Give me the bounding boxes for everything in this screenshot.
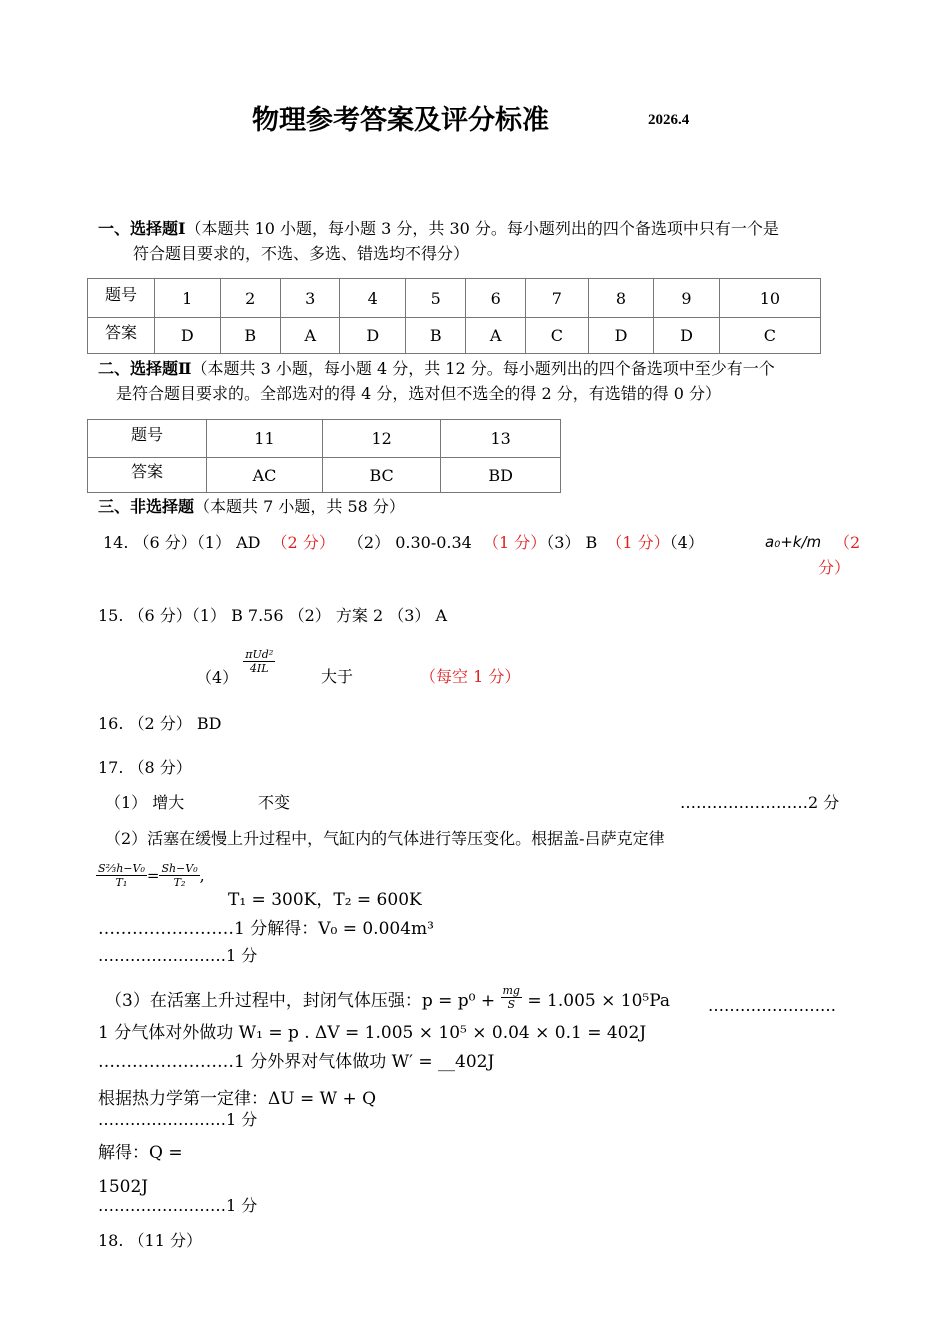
q-cell: 10 xyxy=(719,279,820,318)
q-cell: 12 xyxy=(322,420,440,458)
equals-sign: = xyxy=(146,866,160,885)
page-title: 物理参考答案及评分标准 xyxy=(252,105,549,136)
section1-desc1: （本题共 10 小题，每小题 3 分，共 30 分。每小题列出的四个备选项中只有一个是 xyxy=(185,219,779,238)
q17-part1-b: 不变 xyxy=(258,793,291,812)
q17-equation xyxy=(96,862,205,889)
q-cell: 5 xyxy=(405,279,465,318)
section2-desc1: （本题共 3 小题，每小题 4 分，共 12 分。每小题列出的四个备选项中至少有一个 xyxy=(191,359,775,378)
a-cell: A xyxy=(466,318,526,354)
q17-temperatures: T₁ = 300K，T₂ = 600K xyxy=(228,890,422,910)
section3-heading xyxy=(98,494,405,519)
section1-heading xyxy=(98,216,779,241)
a-cell: BC xyxy=(322,458,440,493)
q17-l5-frac-num: mg xyxy=(502,984,520,997)
section2-desc2: 是符合题目要求的。全部选对的得 4 分，选对但不选全的得 2 分，有选错的得 0 分） xyxy=(116,384,722,403)
q-cell: 7 xyxy=(525,279,588,318)
q-cell: 3 xyxy=(280,279,340,318)
q14-score4b: 分） xyxy=(818,558,851,577)
table-row-answers xyxy=(88,318,821,354)
table-row-answers xyxy=(88,458,561,493)
q16-line: 16. （2 分） BD xyxy=(98,714,222,733)
q15-frac-den: 4IL xyxy=(249,662,269,675)
section1-desc2: 符合题目要求的，不选、多选、错选均不得分） xyxy=(133,244,470,263)
q17-frac1-num: S⅔h−V₀ xyxy=(98,862,145,875)
q17-line7: ……………………1 分外界对气体做功 W′ = __402J xyxy=(98,1052,495,1072)
a-cell: D xyxy=(588,318,654,354)
q14-score4a: （2 xyxy=(834,533,861,552)
q17-frac1 xyxy=(96,862,147,889)
q-cell: 9 xyxy=(654,279,720,318)
row-label-answer: 答案 xyxy=(88,458,207,493)
q14-lead: 14. （6 分）（1） AD xyxy=(103,533,261,552)
q14-part4: （4） xyxy=(669,533,704,552)
section1-answer-table xyxy=(87,278,821,354)
q17-line10: 解得：Q = xyxy=(98,1143,183,1163)
a-cell: D xyxy=(654,318,720,354)
q-cell: 13 xyxy=(441,420,561,458)
q17-line3: ……………………1 分解得：V₀ = 0.004m³ xyxy=(98,919,434,939)
q15-part4: （4） xyxy=(196,668,239,687)
q17-part3-line xyxy=(105,980,670,1009)
q17-part1-a: （1） 增大 xyxy=(105,793,185,812)
a-cell: B xyxy=(220,318,280,354)
q-cell: 8 xyxy=(588,279,654,318)
q-cell: 11 xyxy=(207,420,323,458)
q14-score3: （1 分） xyxy=(606,533,670,552)
a-cell: BD xyxy=(441,458,561,493)
q17-l5a: （3）在活塞上升过程中，封闭气体压强：p = p⁰ + xyxy=(105,991,501,1011)
a-cell: C xyxy=(719,318,820,354)
q14-part3: （3） B xyxy=(546,533,598,552)
q17-line8: 根据热力学第一定律：ΔU = W + Q xyxy=(98,1089,377,1109)
q17-line12: ……………………1 分 xyxy=(98,1196,258,1215)
section2-title: 二、选择题Ⅱ xyxy=(98,359,192,378)
q15-score: （每空 1 分） xyxy=(420,667,521,686)
a-cell: B xyxy=(405,318,465,354)
section2-heading xyxy=(98,356,775,381)
comma: , xyxy=(199,866,205,885)
q17-line4: ……………………1 分 xyxy=(98,946,258,965)
q-cell: 1 xyxy=(155,279,221,318)
q17-l5-frac xyxy=(501,984,522,1011)
q17-frac2-den: T₂ xyxy=(173,876,186,889)
q14-score2: （1 分） xyxy=(482,533,547,552)
section2-answer-table xyxy=(87,419,561,493)
q17-line11: 1502J xyxy=(98,1177,149,1197)
q14-part2: （2） 0.30-0.34 xyxy=(347,533,472,552)
q-cell: 4 xyxy=(340,279,406,318)
q-cell: 2 xyxy=(220,279,280,318)
q17-frac1-den: T₁ xyxy=(115,876,128,889)
q15-line2 xyxy=(196,648,275,687)
q15-line1: 15. （6 分）（1） B 7.56 （2） 方案 2 （3） A xyxy=(98,606,448,625)
table-row-questions xyxy=(88,279,821,318)
q17-part1-score: ……………………2 分 xyxy=(680,793,840,812)
a-cell: C xyxy=(525,318,588,354)
a-cell: D xyxy=(340,318,406,354)
row-label-question: 题号 xyxy=(88,279,155,318)
q-cell: 6 xyxy=(466,279,526,318)
q17-frac2 xyxy=(159,862,199,889)
q17-l5-dots: …………………… xyxy=(708,996,836,1015)
q17-l5b: = 1.005 × 10⁵Pa xyxy=(521,991,671,1011)
q17-part2-text: （2）活塞在缓慢上升过程中，气缸内的气体进行等压变化。根据盖-吕萨克定律 xyxy=(105,829,665,848)
section3-title: 三、非选择题 xyxy=(98,497,195,516)
row-label-question: 题号 xyxy=(88,420,207,458)
section1-title: 一、选择题Ⅰ xyxy=(98,219,186,238)
a-cell: A xyxy=(280,318,340,354)
q14-line xyxy=(103,530,704,555)
q15-frac-num: πUd² xyxy=(245,648,274,661)
q17-line9: ……………………1 分 xyxy=(98,1110,258,1129)
q14-expression: a₀+k/m xyxy=(765,533,822,551)
q15-answer: 大于 xyxy=(321,667,354,686)
date: 2026.4 xyxy=(648,112,690,128)
q18-heading: 18. （11 分） xyxy=(98,1231,202,1250)
row-label-answer: 答案 xyxy=(88,318,155,354)
q17-frac2-num: Sh−V₀ xyxy=(161,862,198,875)
section3-desc: （本题共 7 小题，共 58 分） xyxy=(194,497,405,516)
q17-l5-frac-den: S xyxy=(507,998,516,1011)
a-cell: D xyxy=(155,318,221,354)
q17-line6: 1 分气体对外做功 W₁ = p . ΔV = 1.005 × 10⁵ × 0.04 × 0.1 = 402J xyxy=(98,1023,647,1043)
table-row-questions xyxy=(88,420,561,458)
a-cell: AC xyxy=(207,458,323,493)
q15-fraction xyxy=(243,648,275,675)
q17-heading: 17. （8 分） xyxy=(98,758,192,777)
q14-score1: （2 分） xyxy=(271,533,335,552)
